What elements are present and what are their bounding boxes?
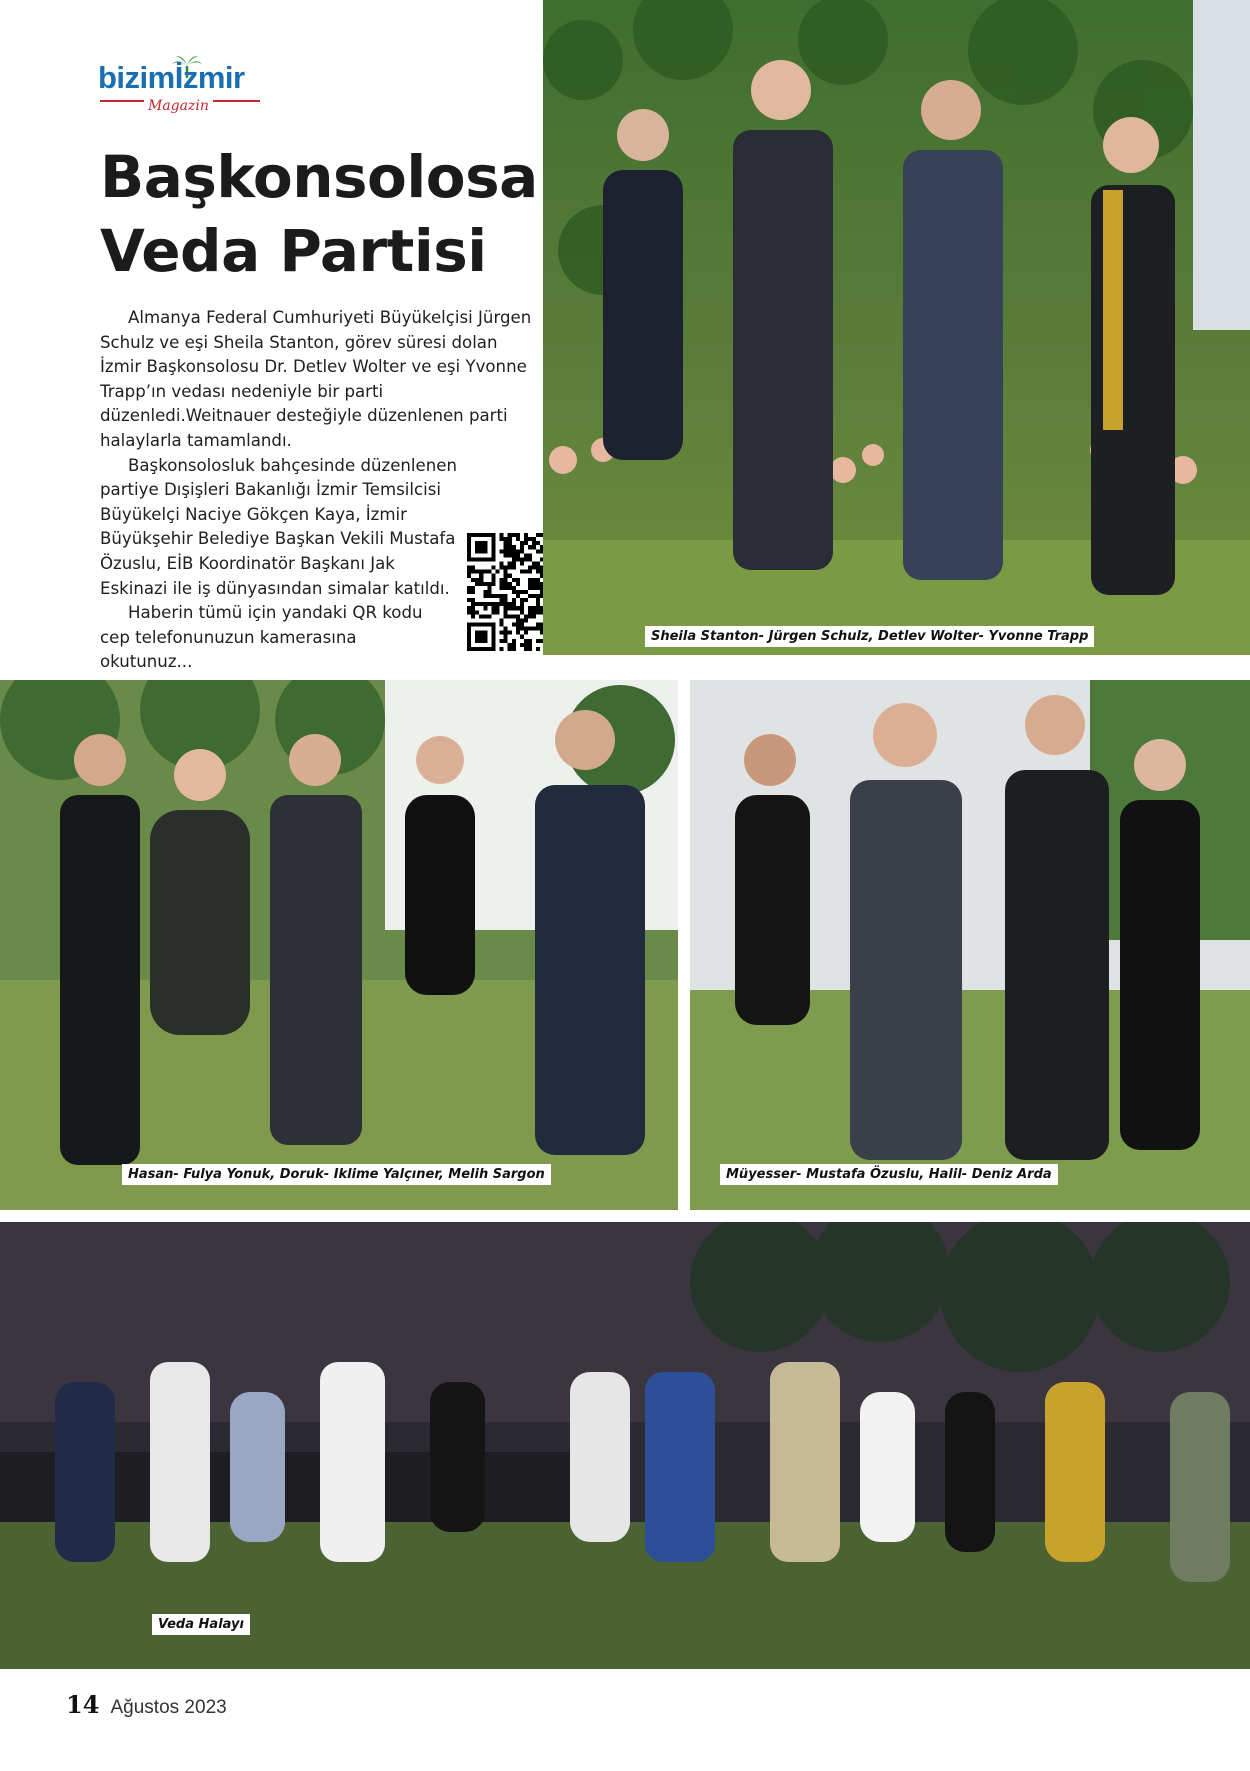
- photo-consuls: [543, 0, 1250, 655]
- paragraph-1: Almanya Federal Cumhuriyeti Büyükelçisi Jürgen Schulz ve eşi Sheila Stanton, görev süresi dolan İzmir Başkonsolosu Dr. Detlev Wolter ve eşi Yvonne Trapp’ın vedası nedeniyle bir parti düzenledi.Weitnauer desteğiyle düzenlenen parti halaylarla tamamlandı.: [100, 308, 532, 450]
- logo-brand: bizimİzmir: [98, 60, 245, 95]
- title-line-2: Veda Partisi: [100, 217, 487, 285]
- paragraph-3: Haberin tümü için yandaki QR kodu cep telefonunuzun kamerasına okutunuz...: [100, 603, 423, 672]
- page-footer: [66, 1690, 227, 1720]
- issue-date: Ağustos 2023: [110, 1697, 227, 1718]
- photo-caption-mid-left: Hasan- Fulya Yonuk, Doruk- Iklime Yalçıner, Melih Sargon: [122, 1164, 551, 1185]
- paragraph-2: Başkonsolosluk bahçesinde düzenlenen partiye Dışişleri Bakanlığı İzmir Temsilcisi Büyükelçi Naciye Gökçen Kaya, İzmir Büyükşehir Belediye Başkan Vekili Mustafa Özuslu, EİB Koordinatör Başkanı Jak Eskinazi ile iş dünyasından simalar katıldı.: [100, 455, 457, 598]
- article-title: [100, 140, 540, 288]
- photo-guests-right: [690, 680, 1250, 1210]
- page-number: 14: [66, 1690, 100, 1719]
- photo-caption-bottom: Veda Halayı: [152, 1614, 250, 1635]
- photo-caption-top: Sheila Stanton- Jürgen Schulz, Detlev Wolter- Yvonne Trapp: [645, 626, 1094, 647]
- title-line-1: Başkonsolosa: [100, 143, 538, 211]
- photo-caption-mid-right: Müyesser- Mustafa Özuslu, Halil- Deniz Arda: [720, 1164, 1058, 1185]
- logo-sub: Magazin: [144, 98, 213, 114]
- magazine-logo: [98, 56, 268, 114]
- photo-farewell-dance: [0, 1222, 1250, 1669]
- photo-guests-left: [0, 680, 678, 1210]
